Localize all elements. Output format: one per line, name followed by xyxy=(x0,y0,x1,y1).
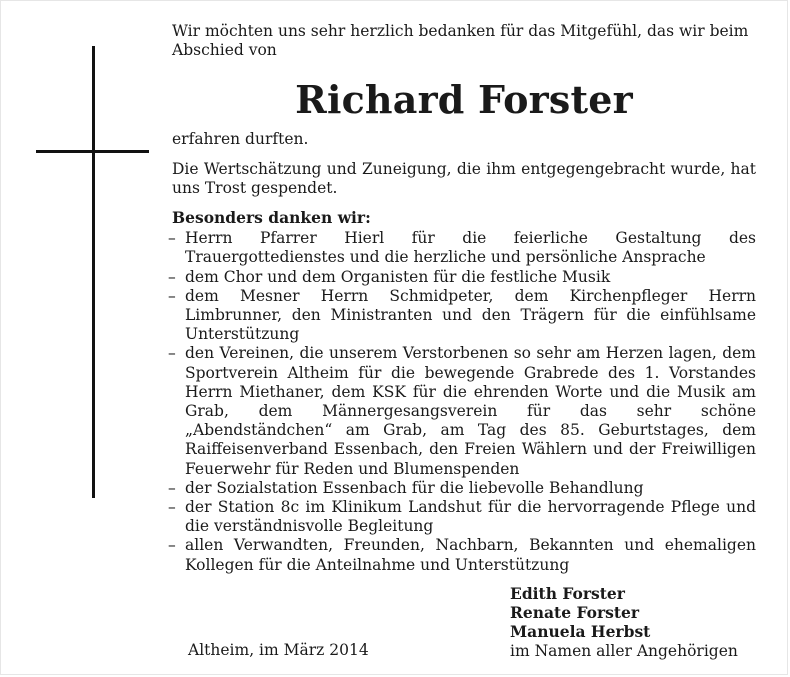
thanks-list xyxy=(172,229,756,575)
signers xyxy=(510,584,738,661)
deceased-name: Richard Forster xyxy=(295,77,633,123)
appreciation-text: Die Wertschätzung und Zuneigung, die ihm entgegengebracht wurde, hat uns Trost gespendet. xyxy=(172,159,756,197)
signer-name: Edith Forster xyxy=(510,584,625,603)
signer-name: Manuela Herbst xyxy=(510,622,651,642)
thanks-item: – der Sozialstation Essenbach für die liebevolle Behandlung xyxy=(168,479,756,498)
thanks-item: – dem Mesner Herrn Schmidpeter, dem Kirchenpfleger Herrn Limbrunner, den Ministranten und den Trägern für die einfühlsame Unterstützung xyxy=(168,287,756,345)
thanks-item: – Herrn Pfarrer Hierl für die feierliche Gestaltung des Trauergottedienstes und die herzliche und persönliche Ansprache xyxy=(168,229,756,267)
thanks-item: – den Vereinen, die unserem Verstorbenen so sehr am Herzen lagen, dem Sportverein Altheim für die bewegende Grabrede des 1. Vorstandes Herrn Miethaner, dem KSK für die ehrenden Worte und die Musik am Grab, dem Männergesangsverein für das sehr schöne „Abendständchen“ am Grab, am Tag des 85. Geburtstages, dem Raiffeisenverband Essenbach, den Freien Wählern und der Freiwilligen Feuerwehr für Reden und Blumenspenden xyxy=(168,344,756,478)
thanks-item: – der Station 8c im Klinikum Landshut für die hervorragende Pflege und die verständnisvolle Begleitung xyxy=(168,498,756,536)
after-name-text: erfahren durften. xyxy=(172,130,309,149)
place-date: Altheim, im März 2014 xyxy=(188,641,369,659)
cross-vertical-bar xyxy=(92,46,95,498)
on-behalf-text: im Namen aller Angehörigen xyxy=(510,641,738,660)
signer-name: Renate Forster xyxy=(510,603,640,623)
intro-text: Wir möchten uns sehr herzlich bedanken für das Mitgefühl, das wir beim Abschied von xyxy=(172,22,749,60)
cross-horizontal-bar xyxy=(36,150,149,153)
notice-body xyxy=(172,22,756,575)
thanks-item: – allen Verwandten, Freunden, Nachbarn, Bekannten und ehemaligen Kollegen für die Anteilnahme und Unterstützung xyxy=(168,536,756,574)
thanks-item: – dem Chor und dem Organisten für die festliche Musik xyxy=(168,268,756,287)
thanks-heading: Besonders danken wir: xyxy=(172,208,371,228)
